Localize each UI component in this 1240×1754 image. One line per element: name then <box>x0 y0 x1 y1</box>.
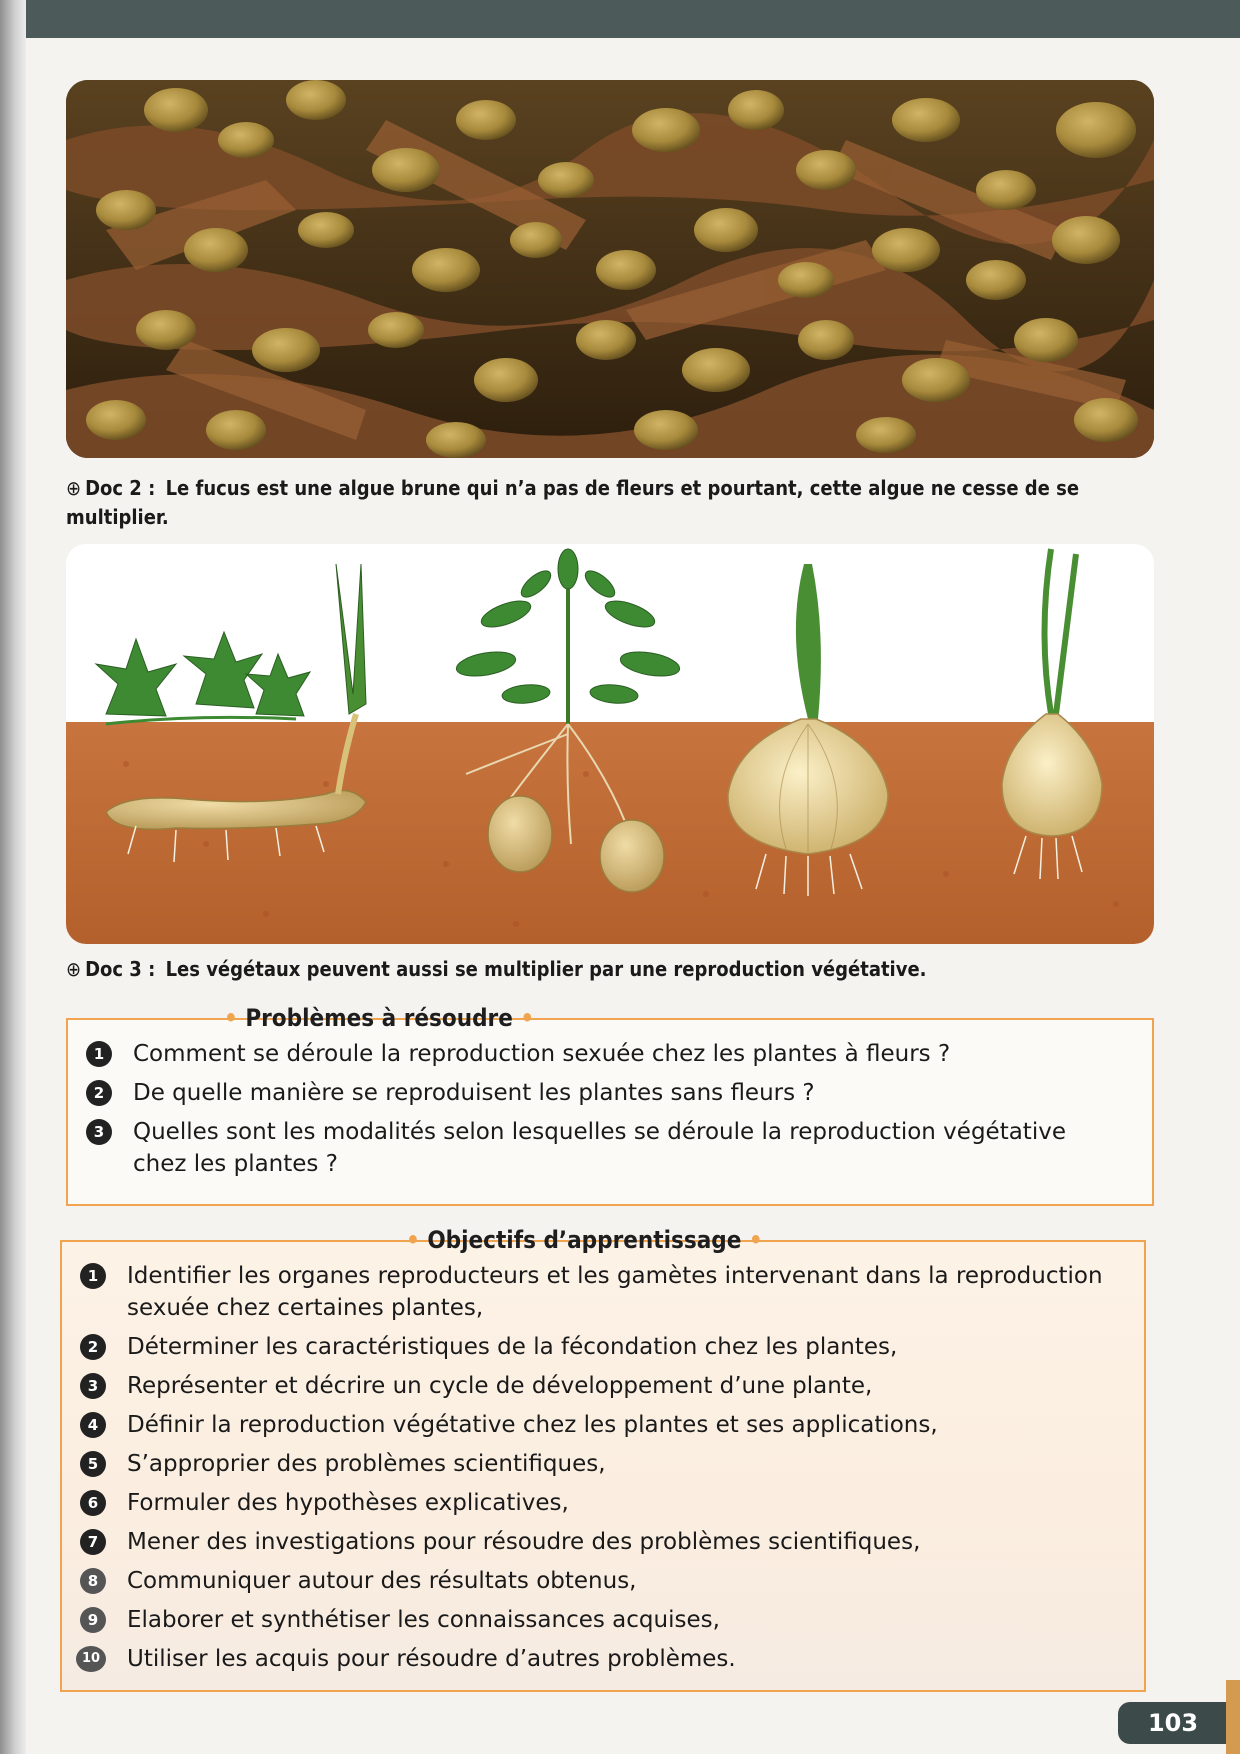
page-number: 103 <box>1118 1702 1228 1744</box>
number-badge-icon: 2 <box>80 1334 106 1360</box>
number-badge-icon: 2 <box>86 1080 112 1106</box>
objective-text: Communiquer autour des résultats obtenus, <box>127 1568 637 1594</box>
list-item <box>86 1038 1126 1070</box>
objective-text: Représenter et décrire un cycle de développement d’une plante, <box>127 1373 873 1399</box>
list-item <box>80 1604 1120 1636</box>
list-item <box>86 1077 1126 1109</box>
title-dot-icon: • <box>520 1004 535 1032</box>
title-dot-icon: • <box>748 1226 763 1254</box>
list-item <box>80 1370 1120 1402</box>
list-item <box>80 1448 1120 1480</box>
number-badge-icon: 10 <box>76 1646 106 1672</box>
list-item <box>80 1565 1120 1597</box>
page-top-band <box>0 0 1240 38</box>
problem-text: Comment se déroule la reproduction sexuée chez les plantes à fleurs ? <box>133 1041 951 1067</box>
list-item <box>80 1260 1120 1324</box>
number-badge-icon: 5 <box>80 1451 106 1477</box>
problems-box <box>66 1004 1154 1206</box>
problem-text: Quelles sont les modalités selon lesquelles se déroule la reproduction végétative chez les plantes ? <box>133 1119 1066 1177</box>
objective-text: Utiliser les acquis pour résoudre d’autres problèmes. <box>127 1646 736 1672</box>
doc-bullet-icon: ⊕ <box>66 957 82 981</box>
number-badge-icon: 6 <box>80 1490 106 1516</box>
doc2-caption-text: Le fucus est une algue brune qui n’a pas de fleurs et pourtant, cette algue ne cesse de se multiplier. <box>66 476 1080 529</box>
number-badge-icon: 9 <box>80 1607 106 1633</box>
problems-title-text: Problèmes à résoudre <box>245 1004 513 1032</box>
list-item <box>80 1409 1120 1441</box>
objective-text: Mener des investigations pour résoudre des problèmes scientifiques, <box>127 1529 921 1555</box>
doc-bullet-icon: ⊕ <box>66 476 82 500</box>
number-badge-icon: 1 <box>80 1263 106 1289</box>
list-item <box>80 1331 1120 1363</box>
number-badge-icon: 8 <box>80 1568 106 1594</box>
vegetative-reproduction-illustration <box>66 544 1154 944</box>
list-item <box>80 1643 1120 1675</box>
objective-text: S’approprier des problèmes scientifiques, <box>127 1451 606 1477</box>
doc2-ref: Doc 2 : <box>85 476 156 500</box>
objective-text: Déterminer les caractéristiques de la fécondation chez les plantes, <box>127 1334 898 1360</box>
number-badge-icon: 3 <box>86 1119 112 1145</box>
fucus-photo <box>66 80 1154 458</box>
list-item <box>80 1487 1120 1519</box>
objective-text: Elaborer et synthétiser les connaissances acquises, <box>127 1607 720 1633</box>
objectives-box <box>60 1226 1146 1692</box>
book-spine-shadow <box>0 0 26 1754</box>
objectives-title-text: Objectifs d’apprentissage <box>427 1226 742 1254</box>
problem-text: De quelle manière se reproduisent les plantes sans fleurs ? <box>133 1080 815 1106</box>
problems-title <box>208 1003 550 1033</box>
number-badge-icon: 7 <box>80 1529 106 1555</box>
doc3-caption <box>66 955 1156 984</box>
number-badge-icon: 1 <box>86 1041 112 1067</box>
doc3-caption-text: Les végétaux peuvent aussi se multiplier par une reproduction végétative. <box>165 957 927 981</box>
page-edge-tab <box>1226 1680 1240 1754</box>
title-dot-icon: • <box>224 1004 238 1032</box>
list-item <box>80 1526 1120 1558</box>
objectives-list <box>80 1260 1120 1682</box>
problems-list <box>86 1038 1126 1187</box>
list-item <box>86 1116 1126 1180</box>
title-dot-icon: • <box>406 1226 420 1254</box>
doc2-caption <box>66 474 1156 532</box>
number-badge-icon: 3 <box>80 1373 106 1399</box>
number-badge-icon: 4 <box>80 1412 106 1438</box>
objective-text: Identifier les organes reproducteurs et les gamètes intervenant dans la reproduction sexuée chez certaines plantes, <box>127 1263 1103 1321</box>
objective-text: Définir la reproduction végétative chez les plantes et ses applications, <box>127 1412 938 1438</box>
doc3-ref: Doc 3 : <box>85 957 156 981</box>
objectives-title <box>390 1225 779 1255</box>
objective-text: Formuler des hypothèses explicatives, <box>127 1490 569 1516</box>
